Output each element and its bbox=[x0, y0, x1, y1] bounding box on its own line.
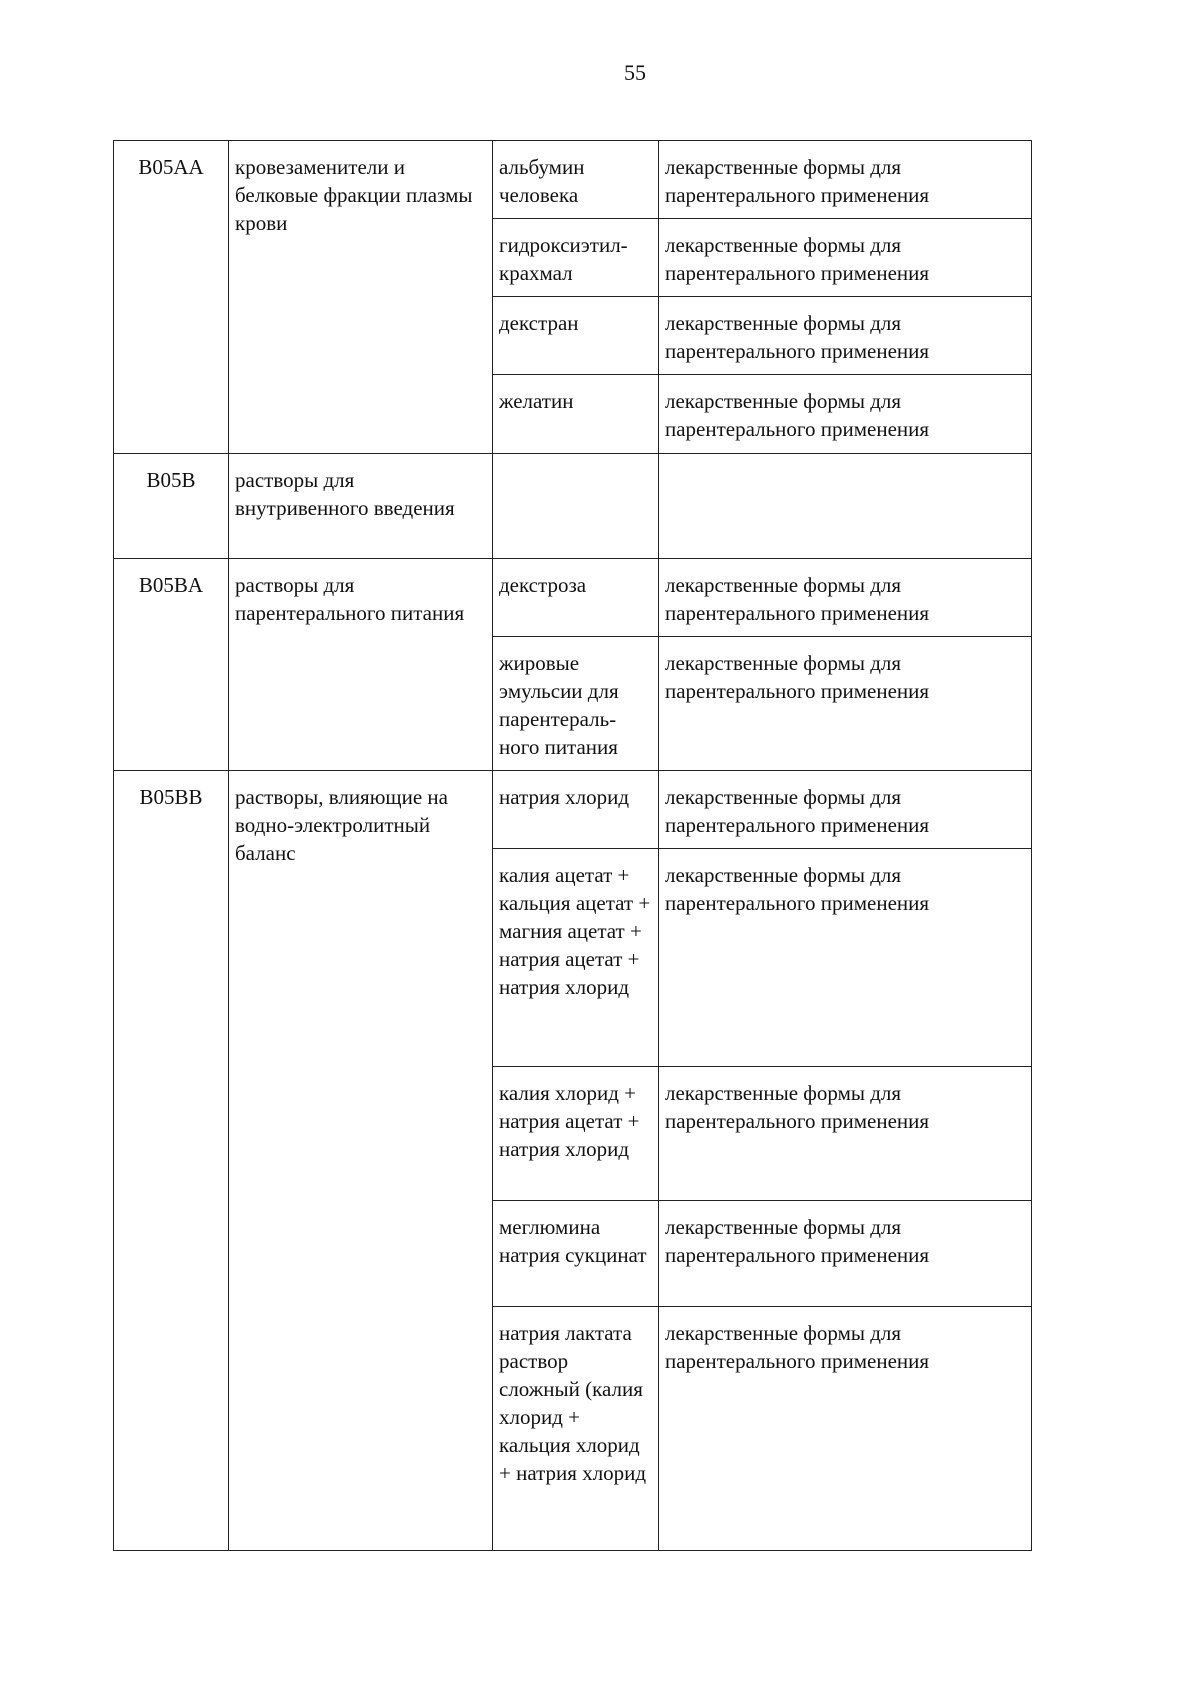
dosage-form: лекарственные формы для парентерального применения bbox=[659, 141, 1032, 219]
drug-name: гидроксиэтил-крахмал bbox=[493, 219, 659, 297]
drug-name: натрия лактата раствор сложный (калия хлорид + кальция хлорид + натрия хлорид bbox=[493, 1307, 659, 1551]
page-number: 55 bbox=[624, 60, 646, 85]
drug-name: декстроза bbox=[493, 559, 659, 637]
drug-name: декстран bbox=[493, 297, 659, 375]
dosage-form: лекарственные формы для парентерального применения bbox=[659, 297, 1032, 375]
drug-name: альбумин человека bbox=[493, 141, 659, 219]
drug-name bbox=[493, 454, 659, 559]
dosage-form bbox=[659, 454, 1032, 559]
drug-name: жировые эмульсии для парентераль-ного питания bbox=[493, 637, 659, 771]
drug-name: меглюмина натрия сукцинат bbox=[493, 1201, 659, 1307]
group-name: растворы, влияющие на водно-электролитный баланс bbox=[229, 771, 493, 1551]
drug-table bbox=[113, 140, 1032, 1551]
dosage-form: лекарственные формы для парентерального применения bbox=[659, 375, 1032, 454]
drug-name: калия хлорид + натрия ацетат + натрия хлорид bbox=[493, 1067, 659, 1201]
group-name: растворы для парентерального питания bbox=[229, 559, 493, 771]
dosage-form: лекарственные формы для парентерального применения bbox=[659, 1067, 1032, 1201]
atc-code: B05AA bbox=[114, 141, 229, 454]
drug-name: натрия хлорид bbox=[493, 771, 659, 849]
table-row bbox=[114, 141, 1032, 219]
drug-name: желатин bbox=[493, 375, 659, 454]
atc-code: B05B bbox=[114, 454, 229, 559]
group-name: кровезаменители и белковые фракции плазмы крови bbox=[229, 141, 493, 454]
group-name: растворы для внутривенного введения bbox=[229, 454, 493, 559]
dosage-form: лекарственные формы для парентерального применения bbox=[659, 1307, 1032, 1551]
dosage-form: лекарственные формы для парентерального применения bbox=[659, 219, 1032, 297]
dosage-form: лекарственные формы для парентерального применения bbox=[659, 849, 1032, 1067]
dosage-form: лекарственные формы для парентерального применения bbox=[659, 771, 1032, 849]
drug-name: калия ацетат + кальция ацетат + магния ацетат + натрия ацетат + натрия хлорид bbox=[493, 849, 659, 1067]
dosage-form: лекарственные формы для парентерального применения bbox=[659, 1201, 1032, 1307]
atc-code: B05BA bbox=[114, 559, 229, 771]
atc-code: B05BB bbox=[114, 771, 229, 1551]
table-row bbox=[114, 771, 1032, 849]
dosage-form: лекарственные формы для парентерального применения bbox=[659, 637, 1032, 771]
dosage-form: лекарственные формы для парентерального применения bbox=[659, 559, 1032, 637]
table-row bbox=[114, 559, 1032, 637]
table-row bbox=[114, 454, 1032, 559]
